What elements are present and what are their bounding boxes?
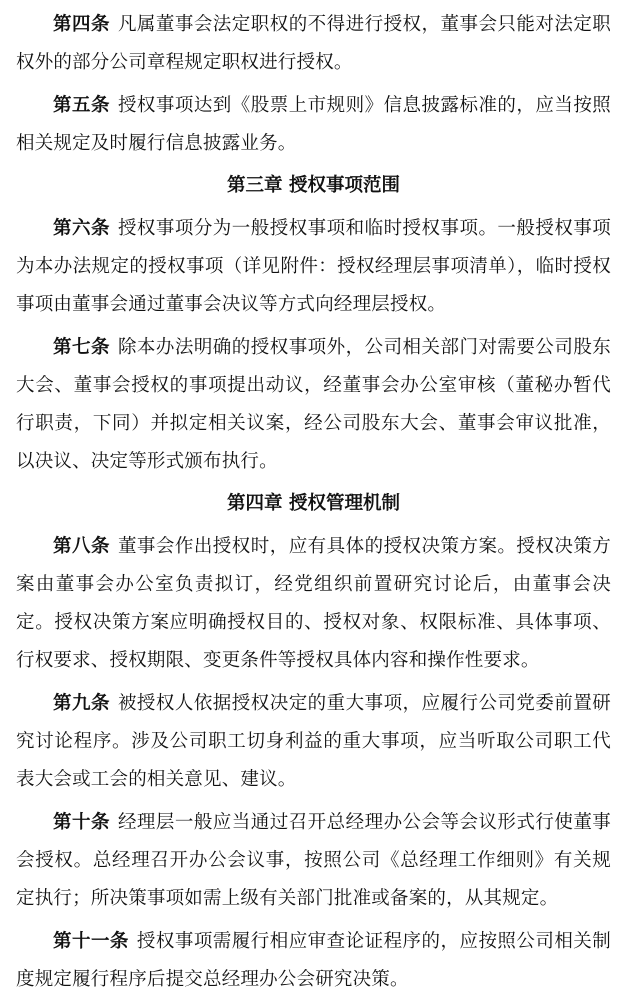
article-text: 被授权人依据授权决定的重大事项，应履行公司党委前置研究讨论程序。涉及公司职工切身利益的重大事项，应当听取公司职工代表大会或工会的相关意见、建议。 bbox=[16, 693, 612, 790]
article-number: 第七条 bbox=[53, 337, 110, 358]
article-10 bbox=[16, 804, 611, 918]
chapter-heading-3: 第三章 授权事项范围 bbox=[227, 175, 400, 196]
article-text: 授权事项需履行相应审查论证程序的，应按照公司相关制度规定履行程序后提交总经理办公会研究决策。 bbox=[16, 931, 611, 990]
article-number: 第九条 bbox=[53, 693, 110, 714]
article-text: 除本办法明确的授权事项外，公司相关部门对需要公司股东大会、董事会授权的事项提出动议，经董事会办公室审核（董秘办暂代行职责，下同）并拟定相关议案，经公司股东大会、董事会审议批准，以决议、决定等形式颁布执行。 bbox=[16, 337, 612, 472]
article-11 bbox=[16, 923, 611, 999]
article-number: 第八条 bbox=[53, 536, 110, 557]
article-number: 第四条 bbox=[53, 14, 110, 35]
chapter-heading-4: 第四章 授权管理机制 bbox=[227, 493, 400, 514]
article-number: 第六条 bbox=[53, 218, 110, 239]
article-number: 第五条 bbox=[53, 95, 110, 116]
article-text: 经理层一般应当通过召开总经理办公会等会议形式行使董事会授权。总经理召开办公会议事，按照公司《总经理工作细则》有关规定执行；所决策事项如需上级有关部门批准或备案的，从其规定。 bbox=[16, 812, 612, 909]
article-number: 第十条 bbox=[53, 812, 110, 833]
article-7 bbox=[16, 329, 611, 481]
article-text: 凡属董事会法定职权的不得进行授权，董事会只能对法定职权外的部分公司章程规定职权进行授权。 bbox=[16, 14, 612, 73]
article-number: 第十一条 bbox=[53, 931, 129, 952]
article-8 bbox=[16, 528, 611, 680]
article-4 bbox=[16, 6, 611, 82]
article-text: 授权事项达到《股票上市规则》信息披露标准的，应当按照相关规定及时履行信息披露业务。 bbox=[16, 95, 612, 154]
article-text: 董事会作出授权时，应有具体的授权决策方案。授权决策方案由董事会办公室负责拟订，经党组织前置研究讨论后，由董事会决定。授权决策方案应明确授权目的、授权对象、权限标准、具体事项、行权要求、授权期限、变更条件等授权具体内容和操作性要求。 bbox=[16, 536, 612, 671]
article-5 bbox=[16, 87, 611, 163]
article-text: 授权事项分为一般授权事项和临时授权事项。一般授权事项为本办法规定的授权事项（详见附件：授权经理层事项清单），临时授权事项由董事会通过董事会决议等方式向经理层授权。 bbox=[16, 218, 612, 315]
article-9 bbox=[16, 685, 611, 799]
article-6 bbox=[16, 210, 611, 324]
